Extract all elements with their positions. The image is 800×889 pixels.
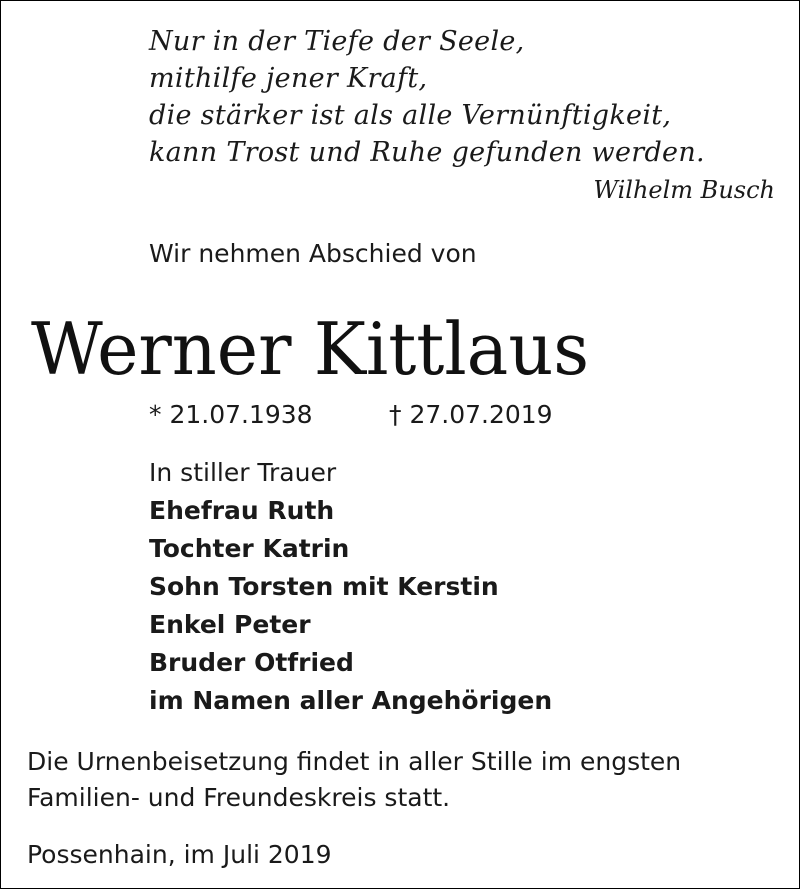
mourner-name: Bruder Otfried bbox=[149, 648, 354, 677]
mourners-list bbox=[149, 454, 552, 720]
poem-line: kann Trost und Ruhe gefunden werden. bbox=[149, 137, 705, 168]
place-and-date: Possenhain, im Juli 2019 bbox=[27, 840, 332, 869]
poem-author: Wilhelm Busch bbox=[593, 176, 775, 204]
mourners-intro: In stiller Trauer bbox=[149, 458, 337, 487]
life-dates bbox=[149, 398, 553, 432]
farewell-intro: Wir nehmen Abschied von bbox=[149, 239, 477, 268]
death-date: † 27.07.2019 bbox=[389, 400, 553, 429]
notice-line: Die Urnenbeisetzung findet in aller Stille im engsten bbox=[27, 747, 682, 776]
deceased-name: Werner Kittlaus bbox=[31, 307, 590, 391]
poem-line: Nur in der Tiefe der Seele, bbox=[149, 26, 525, 57]
poem-line: mithilfe jener Kraft, bbox=[149, 63, 428, 94]
mourner-name: Tochter Katrin bbox=[149, 534, 350, 563]
mourner-name: Enkel Peter bbox=[149, 610, 311, 639]
mourner-name: im Namen aller Angehörigen bbox=[149, 686, 553, 715]
poem-line: die stärker ist als alle Vernünftigkeit, bbox=[149, 100, 672, 131]
notice-line: Familien- und Freundeskreis statt. bbox=[27, 783, 451, 812]
mourner-name: Sohn Torsten mit Kerstin bbox=[149, 572, 499, 601]
mourner-name: Ehefrau Ruth bbox=[149, 496, 335, 525]
birth-date: * 21.07.1938 bbox=[149, 400, 313, 429]
burial-notice bbox=[27, 744, 681, 816]
poem-quote bbox=[149, 23, 705, 171]
